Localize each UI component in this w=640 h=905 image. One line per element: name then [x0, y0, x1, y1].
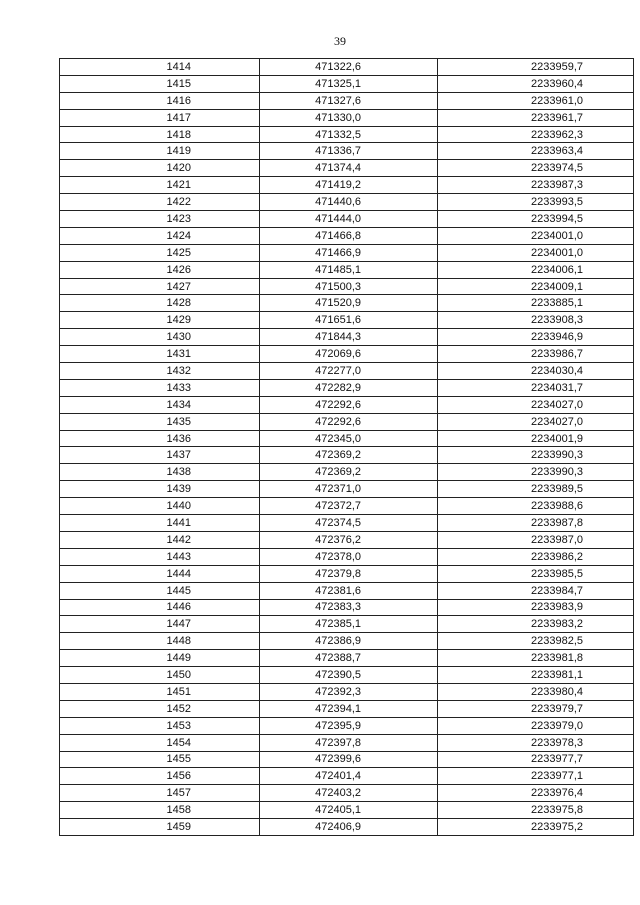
point-number-cell: 1419	[60, 143, 260, 160]
x-coordinate-cell: 472397,8	[260, 734, 438, 751]
point-number-cell: 1434	[60, 396, 260, 413]
table-row	[60, 244, 634, 261]
y-coordinate-cell: 2233979,0	[438, 717, 634, 734]
x-coordinate-cell: 472292,6	[260, 396, 438, 413]
point-number-cell: 1429	[60, 312, 260, 329]
table-row	[60, 717, 634, 734]
x-coordinate-cell: 472395,9	[260, 717, 438, 734]
point-number-cell: 1444	[60, 565, 260, 582]
table-row	[60, 734, 634, 751]
point-number-cell: 1422	[60, 194, 260, 211]
x-coordinate-cell: 471651,6	[260, 312, 438, 329]
y-coordinate-cell: 2234001,0	[438, 227, 634, 244]
x-coordinate-cell: 472394,1	[260, 700, 438, 717]
x-coordinate-cell: 472369,2	[260, 447, 438, 464]
y-coordinate-cell: 2233979,7	[438, 700, 634, 717]
point-number-cell: 1430	[60, 329, 260, 346]
y-coordinate-cell: 2234027,0	[438, 396, 634, 413]
table-row	[60, 211, 634, 228]
table-row	[60, 447, 634, 464]
table-row	[60, 785, 634, 802]
y-coordinate-cell: 2233977,1	[438, 768, 634, 785]
x-coordinate-cell: 472390,5	[260, 667, 438, 684]
x-coordinate-cell: 472401,4	[260, 768, 438, 785]
y-coordinate-cell: 2233987,0	[438, 531, 634, 548]
x-coordinate-cell: 471325,1	[260, 75, 438, 92]
y-coordinate-cell: 2233990,3	[438, 447, 634, 464]
x-coordinate-cell: 472292,6	[260, 413, 438, 430]
table-row	[60, 160, 634, 177]
point-number-cell: 1415	[60, 75, 260, 92]
point-number-cell: 1416	[60, 92, 260, 109]
y-coordinate-cell: 2234006,1	[438, 261, 634, 278]
y-coordinate-cell: 2233987,8	[438, 515, 634, 532]
x-coordinate-cell: 472406,9	[260, 819, 438, 836]
table-row	[60, 531, 634, 548]
y-coordinate-cell: 2233981,1	[438, 667, 634, 684]
y-coordinate-cell: 2234027,0	[438, 413, 634, 430]
y-coordinate-cell: 2234001,9	[438, 430, 634, 447]
x-coordinate-cell: 472378,0	[260, 548, 438, 565]
table-row	[60, 312, 634, 329]
table-row	[60, 346, 634, 363]
x-coordinate-cell: 472405,1	[260, 802, 438, 819]
y-coordinate-cell: 2233983,9	[438, 599, 634, 616]
table-row	[60, 227, 634, 244]
point-number-cell: 1458	[60, 802, 260, 819]
y-coordinate-cell: 2233977,7	[438, 751, 634, 768]
table-row	[60, 75, 634, 92]
table-row	[60, 599, 634, 616]
x-coordinate-cell: 471466,8	[260, 227, 438, 244]
table-row	[60, 751, 634, 768]
point-number-cell: 1456	[60, 768, 260, 785]
table-row	[60, 413, 634, 430]
point-number-cell: 1432	[60, 363, 260, 380]
y-coordinate-cell: 2233985,5	[438, 565, 634, 582]
point-number-cell: 1446	[60, 599, 260, 616]
x-coordinate-cell: 472376,2	[260, 531, 438, 548]
x-coordinate-cell: 472379,8	[260, 565, 438, 582]
table-row	[60, 481, 634, 498]
y-coordinate-cell: 2234031,7	[438, 379, 634, 396]
table-row	[60, 819, 634, 836]
table-row	[60, 295, 634, 312]
point-number-cell: 1417	[60, 109, 260, 126]
point-number-cell: 1457	[60, 785, 260, 802]
x-coordinate-cell: 471336,7	[260, 143, 438, 160]
x-coordinate-cell: 472392,3	[260, 683, 438, 700]
table-row	[60, 548, 634, 565]
point-number-cell: 1436	[60, 430, 260, 447]
table-row	[60, 59, 634, 76]
x-coordinate-cell: 471466,9	[260, 244, 438, 261]
y-coordinate-cell: 2233982,5	[438, 633, 634, 650]
table-row	[60, 92, 634, 109]
table-row	[60, 261, 634, 278]
table-row	[60, 498, 634, 515]
table-row	[60, 802, 634, 819]
table-row	[60, 616, 634, 633]
table-row	[60, 396, 634, 413]
point-number-cell: 1418	[60, 126, 260, 143]
y-coordinate-cell: 2233962,3	[438, 126, 634, 143]
table-row	[60, 633, 634, 650]
y-coordinate-cell: 2233959,7	[438, 59, 634, 76]
table-row	[60, 194, 634, 211]
table-row	[60, 683, 634, 700]
point-number-cell: 1435	[60, 413, 260, 430]
y-coordinate-cell: 2233885,1	[438, 295, 634, 312]
point-number-cell: 1450	[60, 667, 260, 684]
x-coordinate-cell: 471500,3	[260, 278, 438, 295]
table-row	[60, 109, 634, 126]
y-coordinate-cell: 2233908,3	[438, 312, 634, 329]
x-coordinate-cell: 472386,9	[260, 633, 438, 650]
y-coordinate-cell: 2233993,5	[438, 194, 634, 211]
x-coordinate-cell: 472369,2	[260, 464, 438, 481]
x-coordinate-cell: 471440,6	[260, 194, 438, 211]
point-number-cell: 1421	[60, 177, 260, 194]
y-coordinate-cell: 2233974,5	[438, 160, 634, 177]
table-row	[60, 515, 634, 532]
point-number-cell: 1459	[60, 819, 260, 836]
point-number-cell: 1433	[60, 379, 260, 396]
x-coordinate-cell: 472372,7	[260, 498, 438, 515]
x-coordinate-cell: 471322,6	[260, 59, 438, 76]
table-row	[60, 565, 634, 582]
x-coordinate-cell: 472282,9	[260, 379, 438, 396]
point-number-cell: 1454	[60, 734, 260, 751]
y-coordinate-cell: 2234001,0	[438, 244, 634, 261]
point-number-cell: 1449	[60, 650, 260, 667]
point-number-cell: 1451	[60, 683, 260, 700]
x-coordinate-cell: 472381,6	[260, 582, 438, 599]
point-number-cell: 1426	[60, 261, 260, 278]
y-coordinate-cell: 2233984,7	[438, 582, 634, 599]
x-coordinate-cell: 471485,1	[260, 261, 438, 278]
table-row	[60, 126, 634, 143]
x-coordinate-cell: 471374,4	[260, 160, 438, 177]
point-number-cell: 1455	[60, 751, 260, 768]
y-coordinate-cell: 2233981,8	[438, 650, 634, 667]
y-coordinate-cell: 2233963,4	[438, 143, 634, 160]
table-row	[60, 700, 634, 717]
y-coordinate-cell: 2233976,4	[438, 785, 634, 802]
point-number-cell: 1452	[60, 700, 260, 717]
page-number: 39	[334, 34, 346, 48]
x-coordinate-cell: 472388,7	[260, 650, 438, 667]
x-coordinate-cell: 472385,1	[260, 616, 438, 633]
table-row	[60, 667, 634, 684]
point-number-cell: 1427	[60, 278, 260, 295]
y-coordinate-cell: 2233987,3	[438, 177, 634, 194]
x-coordinate-cell: 472277,0	[260, 363, 438, 380]
x-coordinate-cell: 472403,2	[260, 785, 438, 802]
point-number-cell: 1424	[60, 227, 260, 244]
y-coordinate-cell: 2233983,2	[438, 616, 634, 633]
table-row	[60, 650, 634, 667]
point-number-cell: 1439	[60, 481, 260, 498]
point-number-cell: 1442	[60, 531, 260, 548]
point-number-cell: 1441	[60, 515, 260, 532]
coordinates-table	[59, 58, 634, 836]
y-coordinate-cell: 2233994,5	[438, 211, 634, 228]
x-coordinate-cell: 471844,3	[260, 329, 438, 346]
point-number-cell: 1447	[60, 616, 260, 633]
point-number-cell: 1425	[60, 244, 260, 261]
x-coordinate-cell: 472345,0	[260, 430, 438, 447]
y-coordinate-cell: 2233978,3	[438, 734, 634, 751]
table-row	[60, 464, 634, 481]
point-number-cell: 1423	[60, 211, 260, 228]
y-coordinate-cell: 2233946,9	[438, 329, 634, 346]
point-number-cell: 1438	[60, 464, 260, 481]
point-number-cell: 1445	[60, 582, 260, 599]
x-coordinate-cell: 471444,0	[260, 211, 438, 228]
coordinates-table-body	[60, 59, 634, 836]
x-coordinate-cell: 471419,2	[260, 177, 438, 194]
table-row	[60, 379, 634, 396]
y-coordinate-cell: 2233980,4	[438, 683, 634, 700]
point-number-cell: 1448	[60, 633, 260, 650]
y-coordinate-cell: 2233961,7	[438, 109, 634, 126]
y-coordinate-cell: 2233986,7	[438, 346, 634, 363]
point-number-cell: 1420	[60, 160, 260, 177]
y-coordinate-cell: 2233975,8	[438, 802, 634, 819]
point-number-cell: 1431	[60, 346, 260, 363]
table-row	[60, 143, 634, 160]
y-coordinate-cell: 2233989,5	[438, 481, 634, 498]
x-coordinate-cell: 471330,0	[260, 109, 438, 126]
table-row	[60, 329, 634, 346]
y-coordinate-cell: 2233961,0	[438, 92, 634, 109]
y-coordinate-cell: 2233990,3	[438, 464, 634, 481]
table-row	[60, 582, 634, 599]
x-coordinate-cell: 472383,3	[260, 599, 438, 616]
point-number-cell: 1437	[60, 447, 260, 464]
x-coordinate-cell: 471327,6	[260, 92, 438, 109]
y-coordinate-cell: 2233986,2	[438, 548, 634, 565]
point-number-cell: 1443	[60, 548, 260, 565]
x-coordinate-cell: 472069,6	[260, 346, 438, 363]
table-row	[60, 363, 634, 380]
table-row	[60, 177, 634, 194]
x-coordinate-cell: 472374,5	[260, 515, 438, 532]
point-number-cell: 1440	[60, 498, 260, 515]
table-row	[60, 430, 634, 447]
table-row	[60, 278, 634, 295]
y-coordinate-cell: 2233975,2	[438, 819, 634, 836]
point-number-cell: 1428	[60, 295, 260, 312]
y-coordinate-cell: 2234009,1	[438, 278, 634, 295]
x-coordinate-cell: 471520,9	[260, 295, 438, 312]
x-coordinate-cell: 472399,6	[260, 751, 438, 768]
table-row	[60, 768, 634, 785]
x-coordinate-cell: 471332,5	[260, 126, 438, 143]
x-coordinate-cell: 472371,0	[260, 481, 438, 498]
point-number-cell: 1453	[60, 717, 260, 734]
y-coordinate-cell: 2233988,6	[438, 498, 634, 515]
y-coordinate-cell: 2233960,4	[438, 75, 634, 92]
y-coordinate-cell: 2234030,4	[438, 363, 634, 380]
point-number-cell: 1414	[60, 59, 260, 76]
